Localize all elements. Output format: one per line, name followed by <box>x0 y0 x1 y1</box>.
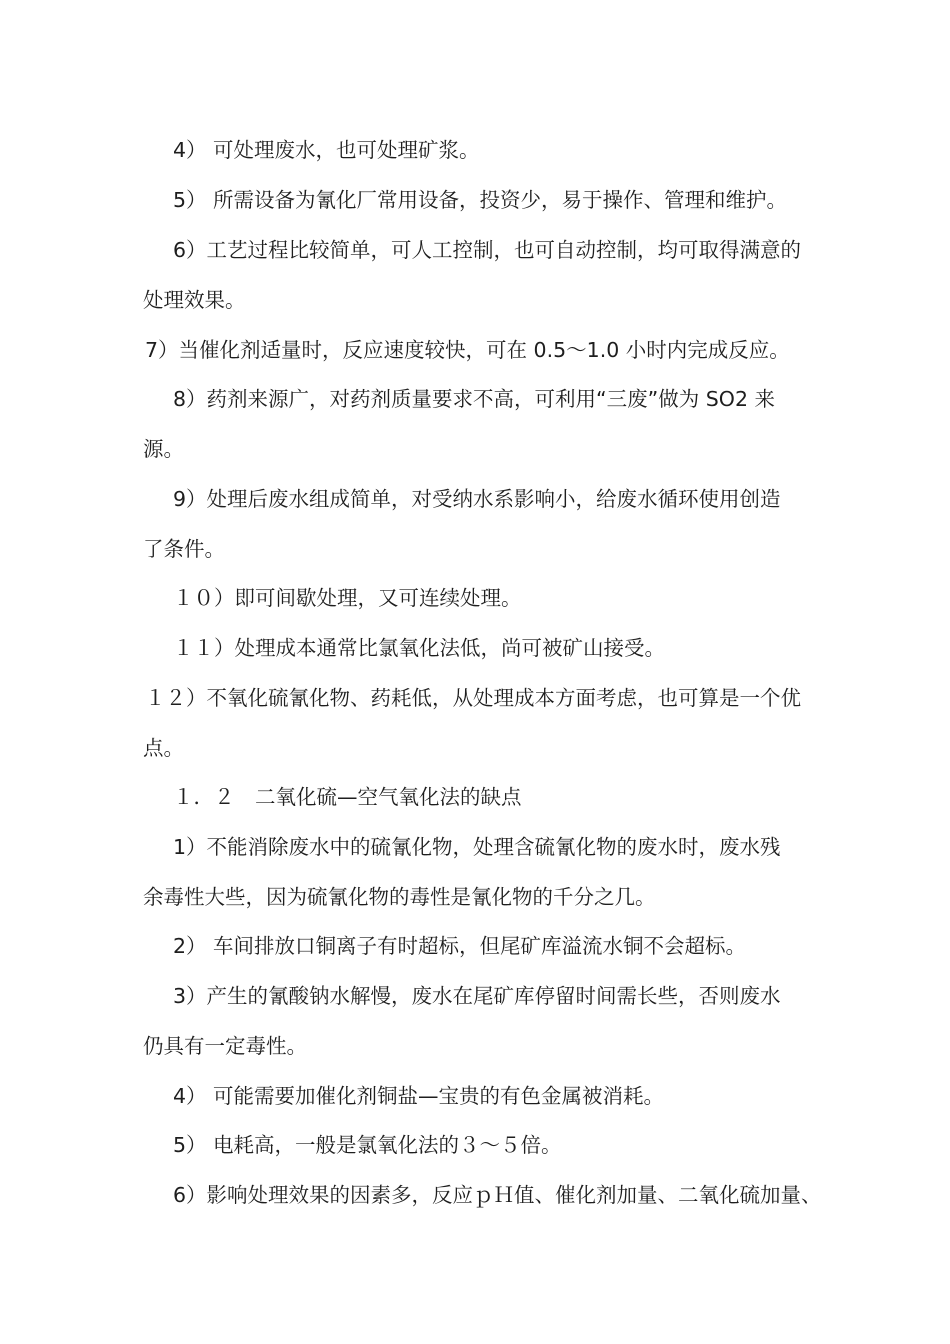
text-line: 5） 所需设备为氰化厂常用设备，投资少，易于操作、管理和维护。 <box>173 188 788 212</box>
text-line: 6）工艺过程比较简单，可人工控制，也可自动控制，均可取得满意的 <box>173 238 802 262</box>
text-line: １０）即可间歇处理，又可连续处理。 <box>173 586 522 610</box>
text-line: 2） 车间排放口铜离子有时超标，但尾矿库溢流水铜不会超标。 <box>173 934 747 958</box>
text-line: 3）产生的氰酸钠水解慢，废水在尾矿库停留时间需长些，否则废水 <box>173 984 781 1008</box>
text-line: 余毒性大些，因为硫氰化物的毒性是氰化物的千分之几。 <box>143 885 656 909</box>
text-line: 9）处理后废水组成简单，对受纳水系影响小，给废水循环使用创造 <box>173 487 781 511</box>
text-line: 处理效果。 <box>143 288 246 312</box>
section-heading: １．２ 二氧化硫—空气氧化法的缺点 <box>173 785 522 809</box>
text-line: １１）处理成本通常比氯氧化法低，尚可被矿山接受。 <box>173 636 665 660</box>
text-line: 4） 可处理废水，也可处理矿浆。 <box>173 138 480 162</box>
text-line: 7）当催化剂适量时，反应速度较快，可在 0.5～1.0 小时内完成反应。 <box>145 338 790 362</box>
text-line: 5） 电耗高，一般是氯氧化法的３～５倍。 <box>173 1133 562 1157</box>
text-line: 4） 可能需要加催化剂铜盐—宝贵的有色金属被消耗。 <box>173 1084 665 1108</box>
text-line: 点。 <box>143 736 184 760</box>
text-line: 了条件。 <box>143 537 225 561</box>
text-line: 6）影响处理效果的因素多，反应ｐＨ值、催化剂加量、二氧化硫加量、 <box>173 1183 822 1207</box>
text-line: 仍具有一定毒性。 <box>143 1034 307 1058</box>
text-line: 8）药剂来源广，对药剂质量要求不高，可利用“三废”做为 SO2 来 <box>173 387 776 411</box>
text-line: 1）不能消除废水中的硫氰化物，处理含硫氰化物的废水时，废水残 <box>173 835 781 859</box>
text-line: １２）不氧化硫氰化物、药耗低，从处理成本方面考虑，也可算是一个优 <box>145 686 801 710</box>
text-line: 源。 <box>143 437 184 461</box>
